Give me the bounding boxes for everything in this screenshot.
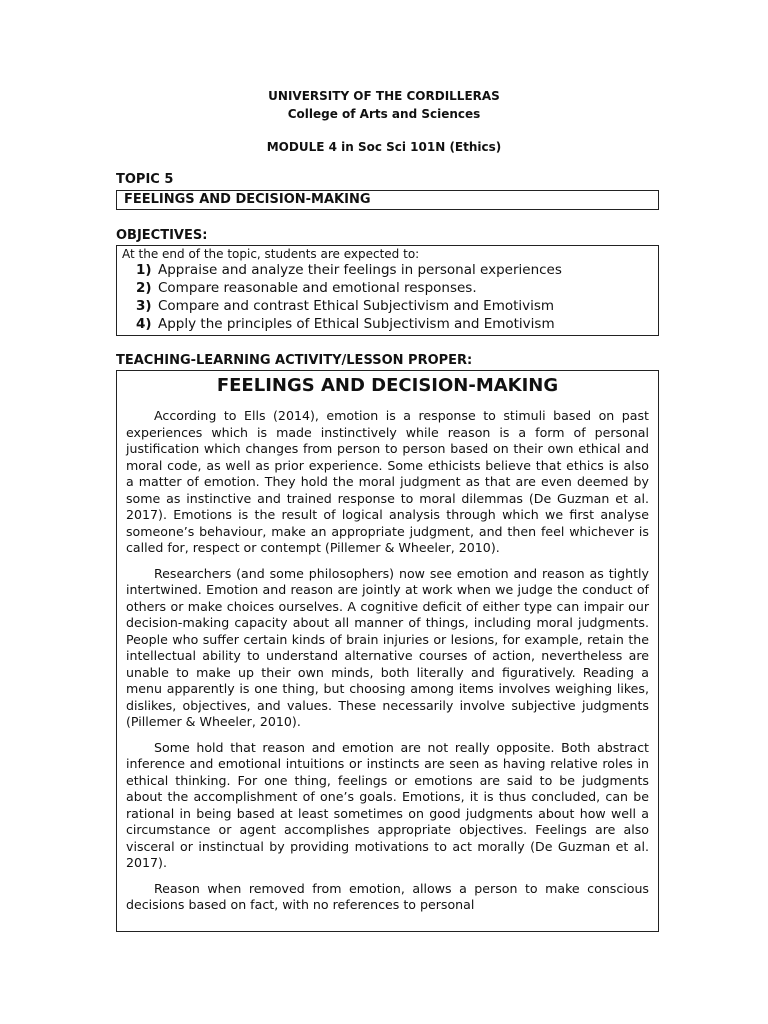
topic-label: TOPIC 5 — [116, 172, 174, 187]
lesson-label: TEACHING-LEARNING ACTIVITY/LESSON PROPER: — [116, 353, 473, 368]
topic-title: FEELINGS AND DECISION-MAKING — [124, 192, 371, 207]
objective-item — [136, 279, 653, 297]
module-title: MODULE 4 in Soc Sci 101N (Ethics) — [266, 140, 502, 154]
lesson-paragraph: According to Ells (2014), emotion is a response to stimuli based on past experiences which is made instinctively while reason is a form of personal justification which changes from person to person based on their own ethical and moral code, as well as prior experience. Some ethicists believe that ethics is also a matter of emotion. They hold the moral judgment as that are even deemed by some as instinctive and trained response to moral dilemmas (De Guzman et al. 2017). Emotions is the result of logical analysis through which we first analyse someone’s behaviour, make an appropriate judgment, and then feel whichever is called for, respect or contempt (Pillemer & Wheeler, 2010). — [126, 408, 649, 555]
lesson-paragraph: Some hold that reason and emotion are not really opposite. Both abstract inference and emotional intuitions or instincts are seen as having relative roles in ethical thinking. For one thing, feelings or emotions are said to be judgments about the accomplishment of one’s goals. Emotions, it is thus concluded, can be rational in being based at least sometimes on good judgments about how well a circumstance or agent accomplishes appropriate objectives. Feelings are also visceral or instinctual by providing motivations to act morally (De Guzman et al. 2017). — [126, 739, 649, 870]
objectives-intro: At the end of the topic, students are expected to: — [122, 247, 420, 261]
objective-number: 4) — [136, 316, 152, 332]
university-name: UNIVERSITY OF THE CORDILLERAS — [268, 89, 500, 103]
objective-item — [136, 315, 653, 333]
objectives-box — [116, 245, 659, 336]
objective-text: Apply the principles of Ethical Subjectivism and Emotivism — [158, 316, 555, 332]
objectives-list — [136, 261, 653, 333]
objective-number: 1) — [136, 262, 152, 278]
college-name: College of Arts and Sciences — [287, 107, 481, 121]
objective-text: Appraise and analyze their feelings in personal experiences — [158, 262, 562, 278]
objective-item — [136, 261, 653, 279]
objectives-label: OBJECTIVES: — [116, 228, 208, 243]
objective-item — [136, 297, 653, 315]
lesson-paragraph: Reason when removed from emotion, allows a person to make conscious decisions based on fact, with no references to personal — [126, 880, 649, 912]
objective-text: Compare reasonable and emotional responses. — [158, 280, 477, 296]
objective-number: 2) — [136, 280, 152, 296]
lesson-box — [116, 370, 659, 932]
lesson-title: FEELINGS AND DECISION-MAKING — [216, 375, 559, 396]
topic-title-box — [116, 190, 659, 210]
lesson-paragraph: Researchers (and some philosophers) now see emotion and reason as tightly intertwined. Emotion and reason are jointly at work when we judge the conduct of others or make choices ourselves. A cognitive deficit of either type can impair our decision-making capacity about all manner of things, including moral judgments. People who suffer certain kinds of brain injuries or lesions, for example, retain the intellectual ability to understand alternative courses of action, nevertheless are unable to make up their own minds, both literally and figuratively. Reading a menu apparently is one thing, but choosing among items involves weighing likes, dislikes, objectives, and values. These necessarily involve subjective judgments (Pillemer & Wheeler, 2010). — [126, 565, 649, 729]
objective-text: Compare and contrast Ethical Subjectivism and Emotivism — [158, 298, 555, 314]
objective-number: 3) — [136, 298, 152, 314]
